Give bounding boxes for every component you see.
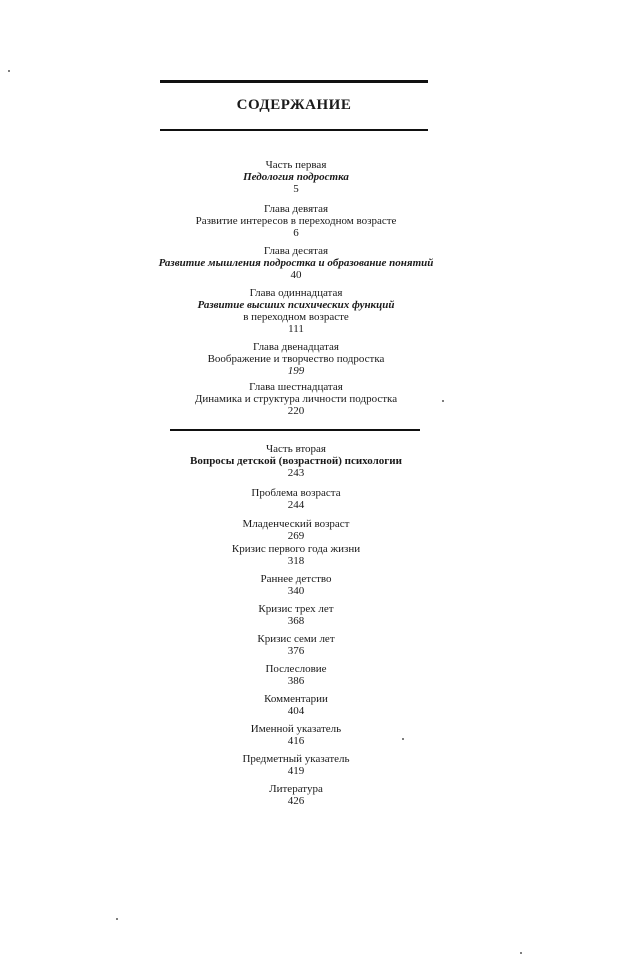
part-divider-rule: [170, 429, 420, 431]
top-rule: [160, 80, 428, 83]
part-label: Часть вторая: [265, 443, 326, 455]
part-title: Педология подростка: [243, 171, 349, 183]
chapter-title-continued: в переходном возрасте: [243, 311, 349, 323]
chapter-title: Развитие высших психических функций: [197, 299, 395, 311]
toc-entry[interactable]: [140, 518, 452, 542]
toc-entry[interactable]: [140, 381, 452, 417]
toc-entry[interactable]: [140, 723, 452, 747]
toc-entry[interactable]: [140, 783, 452, 807]
toc-entry[interactable]: [140, 203, 452, 239]
page-number: 376: [287, 645, 305, 657]
item-title: Кризис семи лет: [257, 633, 335, 645]
chapter-title: Развитие интересов в переходном возрасте: [195, 215, 397, 227]
item-title: Послесловие: [265, 663, 327, 675]
toc-entry[interactable]: [140, 603, 452, 627]
chapter-label: Глава одиннадцатая: [249, 287, 343, 299]
page-number: 416: [287, 735, 305, 747]
item-title: Кризис трех лет: [258, 603, 334, 615]
page-number: 404: [287, 705, 305, 717]
toc-entry[interactable]: [140, 487, 452, 511]
chapter-title: Динамика и структура личности подростка: [194, 393, 398, 405]
part-title: Вопросы детской (возрастной) психологии: [190, 455, 402, 467]
page-number: 220: [287, 405, 305, 417]
toc-entry[interactable]: [140, 663, 452, 687]
chapter-label: Глава двенадцатая: [253, 341, 339, 353]
toc-entry[interactable]: [140, 245, 452, 281]
toc-entry[interactable]: [140, 633, 452, 657]
chapter-label: Глава десятая: [263, 245, 329, 257]
chapter-title: Развитие мышления подростка и образование понятий: [158, 257, 434, 269]
item-title: Литература: [269, 783, 323, 795]
scan-speck: [442, 400, 444, 402]
page-number: 5: [293, 183, 299, 195]
page-number: 40: [290, 269, 302, 281]
page-number: 243: [287, 467, 305, 479]
page-number: 426: [287, 795, 305, 807]
page-number: 199: [287, 365, 305, 377]
page-number: 318: [287, 555, 305, 567]
toc-entry[interactable]: [140, 543, 452, 567]
item-title: Комментарии: [264, 693, 328, 705]
page-number: 419: [287, 765, 305, 777]
title-underline-rule: [160, 129, 428, 131]
page-number: 244: [287, 499, 305, 511]
scan-speck: [116, 918, 118, 920]
page-number: 269: [287, 530, 305, 542]
scan-speck: [402, 738, 404, 740]
chapter-title: Воображение и творчество подростка: [207, 353, 385, 365]
item-title: Кризис первого года жизни: [231, 543, 361, 555]
item-title: Именной указатель: [250, 723, 342, 735]
chapter-label: Глава шестнадцатая: [249, 381, 343, 393]
item-title: Предметный указатель: [242, 753, 350, 765]
toc-entry[interactable]: [140, 341, 452, 377]
page-number: 340: [287, 585, 305, 597]
toc-entry[interactable]: [140, 573, 452, 597]
page-number: 111: [288, 323, 304, 335]
page-number: 368: [287, 615, 305, 627]
item-title: Проблема возраста: [251, 487, 341, 499]
scan-speck: [520, 952, 522, 954]
page-number: 386: [287, 675, 305, 687]
item-title: Младенческий возраст: [242, 518, 350, 530]
chapter-label: Глава девятая: [263, 203, 329, 215]
part1-header: [140, 159, 452, 195]
toc-entry[interactable]: [140, 693, 452, 717]
part2-header: [140, 443, 452, 479]
page-number: 6: [293, 227, 299, 239]
page-title: СОДЕРЖАНИЕ: [236, 97, 352, 113]
toc-entry[interactable]: [140, 287, 452, 335]
part-label: Часть первая: [265, 159, 327, 171]
item-title: Раннее детство: [260, 573, 332, 585]
toc-entry[interactable]: [140, 753, 452, 777]
scan-speck: [8, 70, 10, 72]
